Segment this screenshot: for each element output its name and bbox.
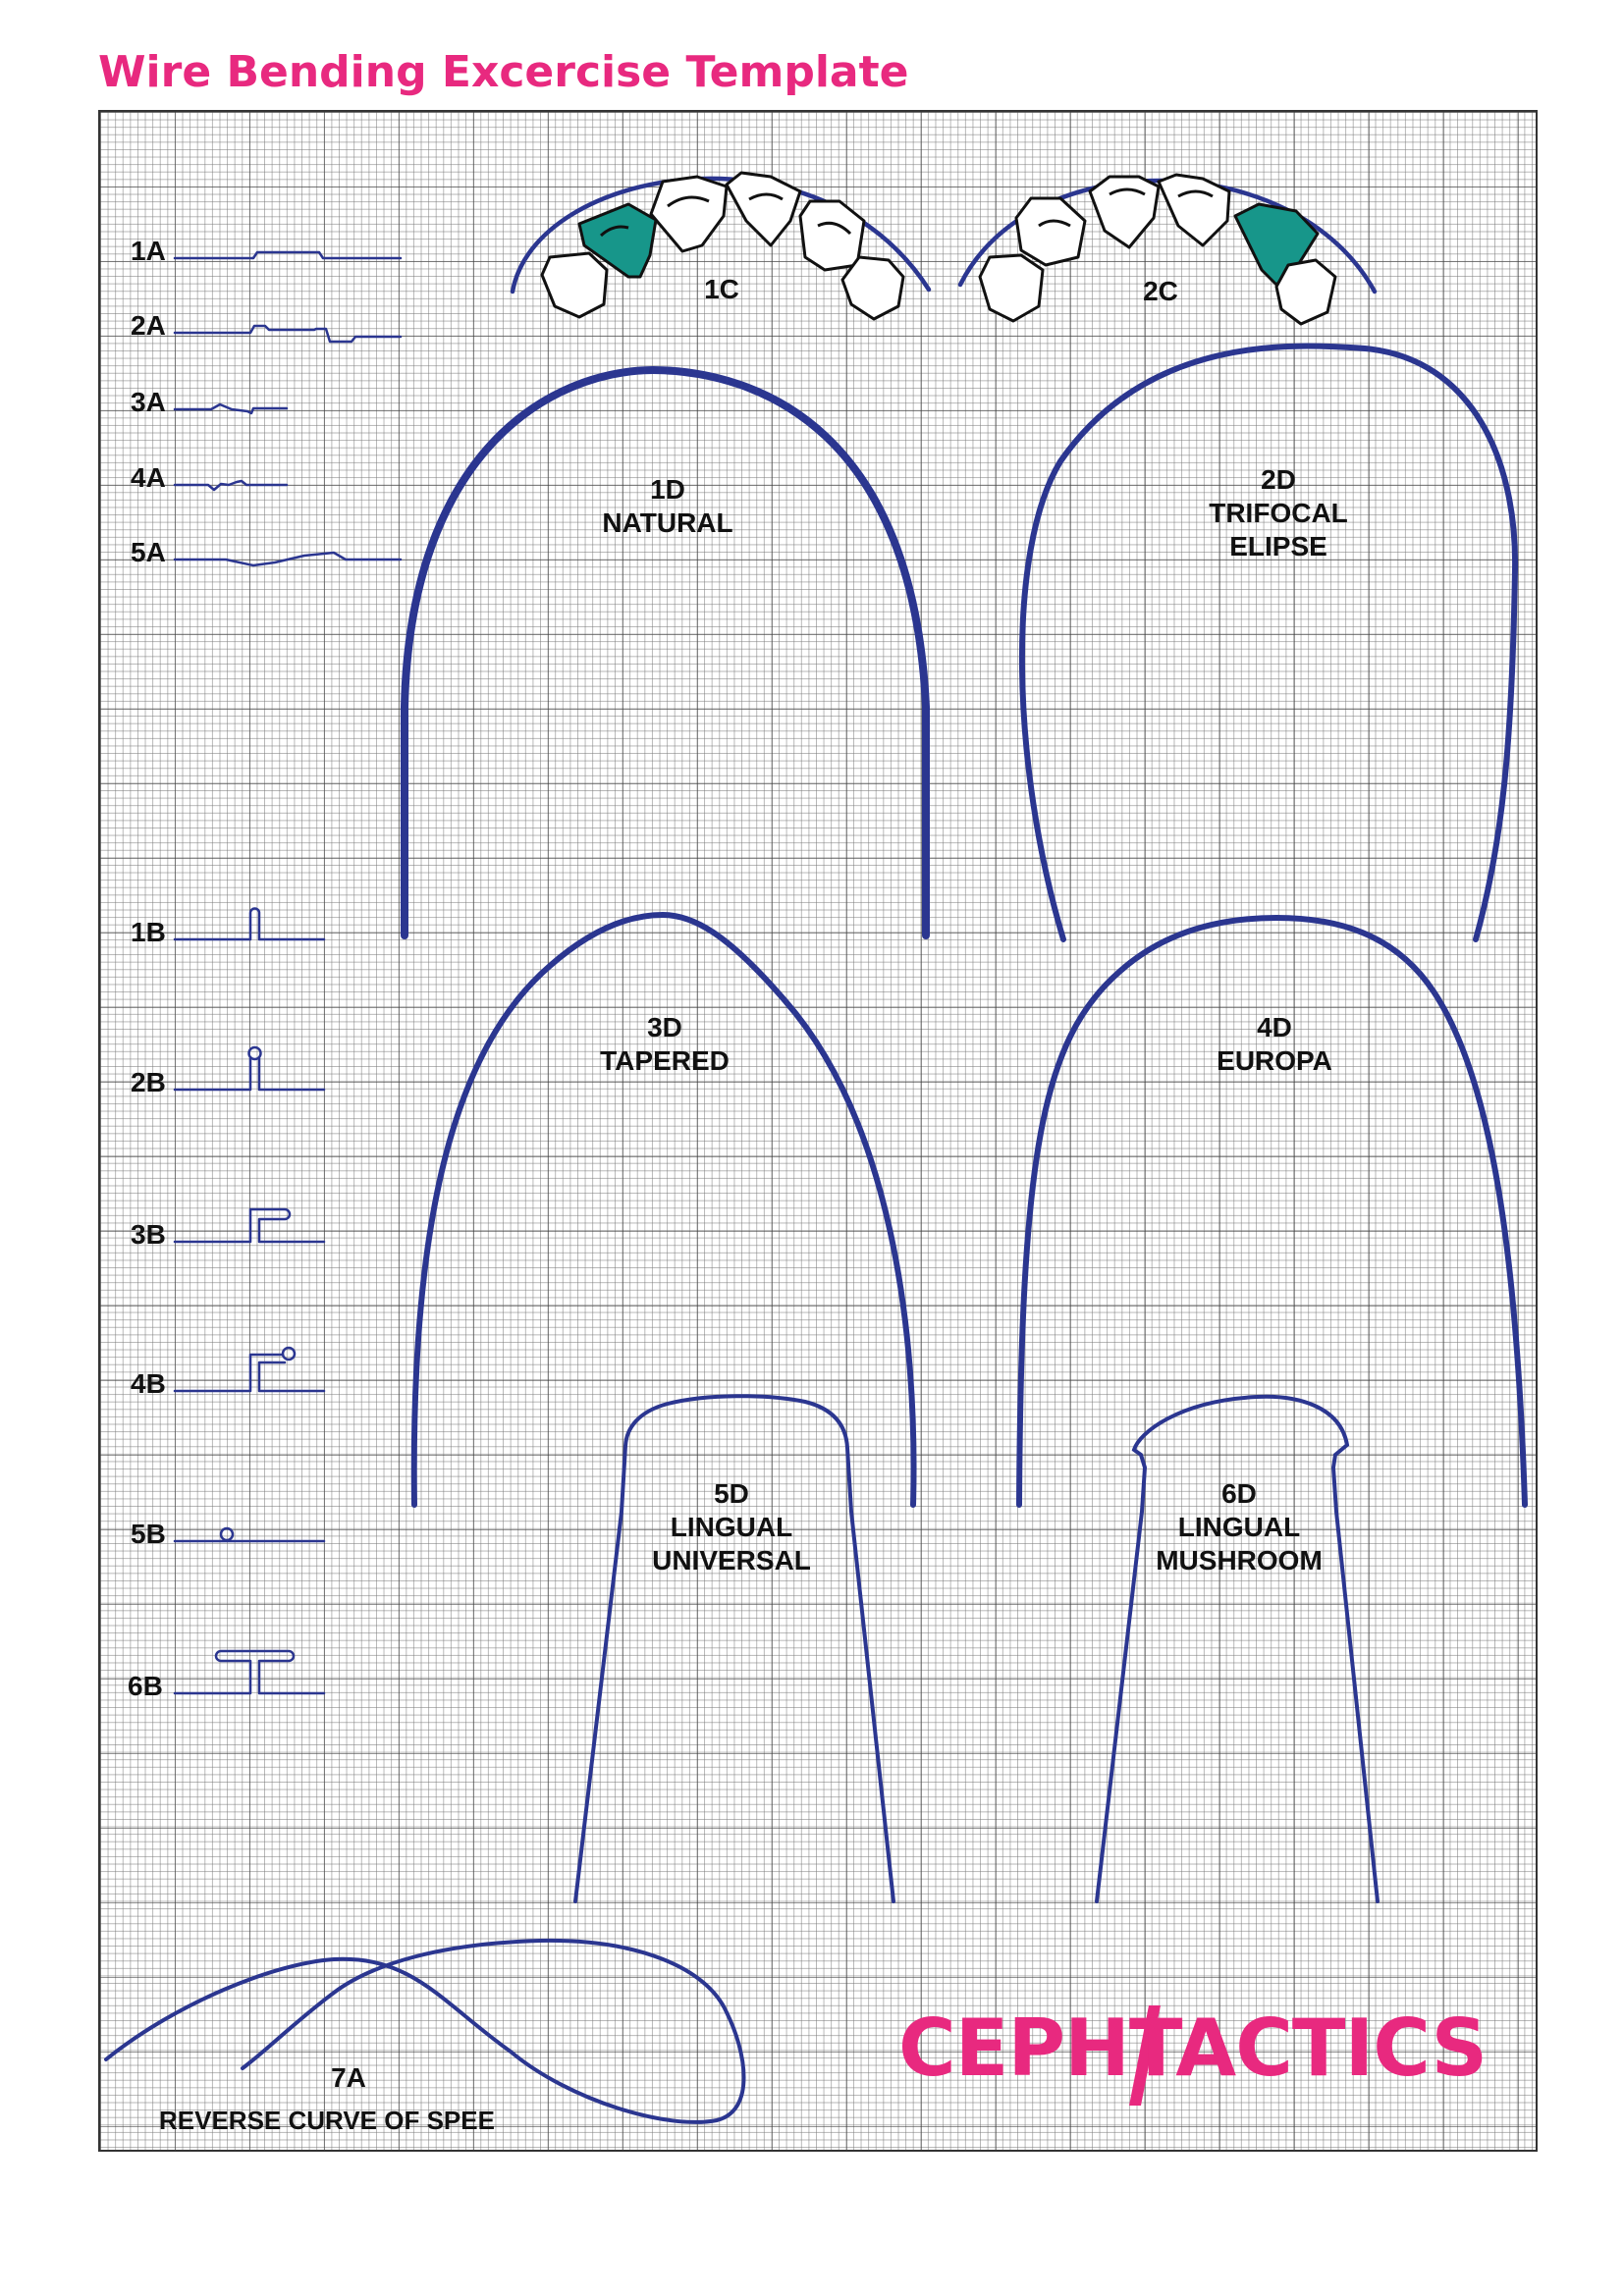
label-3a: 3A (131, 387, 166, 417)
label-1d-code: 1D (650, 474, 685, 505)
label-2c: 2C (1143, 276, 1178, 306)
label-7a-name: REVERSE CURVE OF SPEE (159, 2106, 495, 2135)
label-1d (602, 473, 732, 540)
label-6d (1156, 1477, 1323, 1577)
label-2d-name-2: ELIPSE (1229, 531, 1327, 561)
wire-4b (175, 1355, 324, 1391)
label-6d-name-1: LINGUAL (1177, 1512, 1301, 1542)
label-1d-name: NATURAL (602, 507, 733, 538)
loop-2b (249, 1047, 261, 1059)
label-6d-code: 6D (1221, 1478, 1257, 1509)
arch-4d-europa (1019, 918, 1525, 1505)
wire-2a (175, 326, 401, 342)
label-4d-code: 4D (1257, 1012, 1292, 1042)
label-5d-code: 5D (714, 1478, 749, 1509)
label-2d-name-1: TRIFOCAL (1209, 498, 1348, 528)
cephtactics-logo: CEPHTACTICS (898, 2002, 1488, 2094)
label-4b: 4B (131, 1368, 166, 1399)
wire-3a (175, 404, 287, 413)
label-5b: 5B (131, 1519, 166, 1549)
label-3d (600, 1011, 730, 1078)
label-5d-name-1: LINGUAL (670, 1512, 793, 1542)
label-4a: 4A (131, 462, 166, 493)
label-1c: 1C (704, 274, 739, 304)
arch-1d-natural (405, 370, 926, 935)
wire-7a-reverse-curve-of-spee (106, 1941, 744, 2122)
loop-5b (221, 1528, 233, 1540)
loop-4b (283, 1348, 295, 1360)
arch-3d-tapered (414, 915, 914, 1505)
label-2b: 2B (131, 1067, 166, 1097)
label-1a: 1A (131, 236, 166, 266)
label-5d-name-2: UNIVERSAL (652, 1545, 811, 1575)
wire-5a (175, 553, 401, 565)
wire-6b (175, 1651, 324, 1693)
label-6d-name-2: MUSHROOM (1156, 1545, 1323, 1575)
label-2d (1209, 463, 1348, 563)
label-3d-code: 3D (647, 1012, 682, 1042)
wire-3b (175, 1209, 324, 1242)
page-title: Wire Bending Excercise Template (98, 47, 909, 97)
label-1b: 1B (131, 917, 166, 947)
wire-1b (175, 909, 324, 940)
label-2d-code: 2D (1261, 464, 1296, 495)
label-7a-code: 7A (331, 2062, 366, 2093)
wire-4a (175, 481, 287, 490)
label-2a: 2A (131, 310, 166, 341)
label-5d (652, 1477, 811, 1577)
label-6b: 6B (128, 1671, 163, 1701)
label-3b: 3B (131, 1219, 166, 1250)
label-3d-name: TAPERED (600, 1045, 730, 1076)
wire-1a (175, 252, 401, 258)
arch-6d-lingual-mushroom (1097, 1397, 1378, 1901)
arch-2d-trifocal-elipse (1022, 347, 1515, 939)
wire-2b (175, 1058, 324, 1090)
label-4d-name: EUROPA (1217, 1045, 1332, 1076)
arch-5d-lingual-universal (575, 1396, 893, 1901)
label-4d (1217, 1011, 1332, 1078)
label-5a: 5A (131, 537, 166, 567)
